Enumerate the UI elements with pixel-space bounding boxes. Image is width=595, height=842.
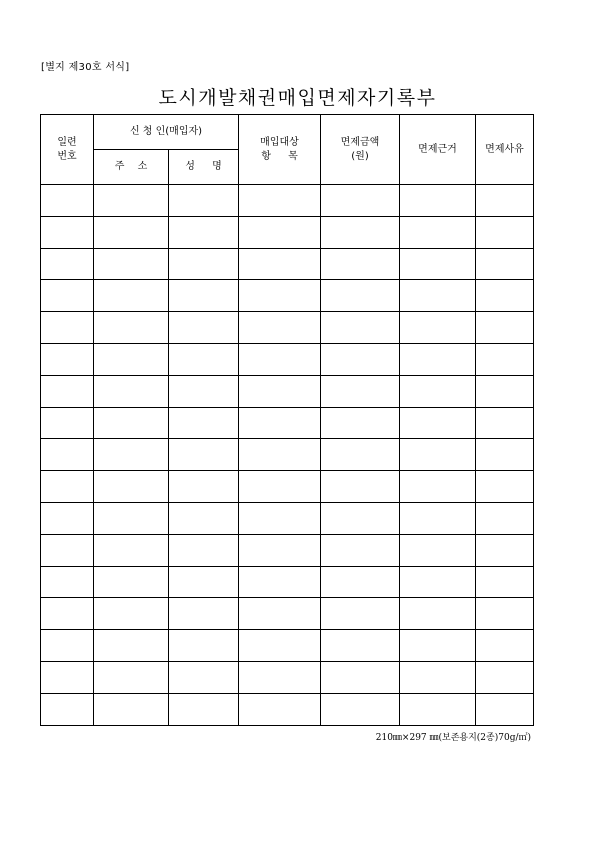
exemption-amount-cell	[321, 661, 400, 693]
exemption-basis-cell	[400, 185, 476, 217]
exemption-amount-header-line2: (원)	[351, 150, 369, 162]
address-cell	[94, 566, 169, 598]
address-cell	[94, 248, 169, 280]
table-row	[41, 343, 534, 375]
exemption-reason-cell	[476, 471, 534, 503]
serial-number-cell	[41, 343, 94, 375]
purchase-item-cell	[239, 598, 321, 630]
exemption-reason-cell	[476, 407, 534, 439]
exemption-basis-cell	[400, 661, 476, 693]
purchase-item-header-line1: 매입대상	[260, 136, 299, 148]
address-cell	[94, 661, 169, 693]
name-cell	[169, 343, 239, 375]
serial-number-cell	[41, 502, 94, 534]
serial-number-cell	[41, 185, 94, 217]
exemption-amount-cell	[321, 566, 400, 598]
purchase-item-header-line2: 항 목	[261, 150, 298, 162]
address-cell	[94, 312, 169, 344]
purchase-item-cell	[239, 471, 321, 503]
exemption-amount-cell	[321, 248, 400, 280]
exemption-reason-header: 면제사유	[476, 115, 534, 185]
serial-number-cell	[41, 248, 94, 280]
name-cell	[169, 534, 239, 566]
purchase-item-cell	[239, 566, 321, 598]
serial-number-cell	[41, 439, 94, 471]
table-row	[41, 248, 534, 280]
name-header: 성 명	[169, 150, 239, 185]
exemption-reason-cell	[476, 248, 534, 280]
exemption-basis-cell	[400, 439, 476, 471]
exemption-reason-cell	[476, 439, 534, 471]
table-row	[41, 693, 534, 725]
serial-number-cell	[41, 661, 94, 693]
name-cell	[169, 375, 239, 407]
address-cell	[94, 693, 169, 725]
table-row	[41, 375, 534, 407]
exemption-basis-cell	[400, 630, 476, 662]
serial-number-cell	[41, 216, 94, 248]
serial-number-cell	[41, 280, 94, 312]
table-row	[41, 407, 534, 439]
exemption-amount-cell	[321, 630, 400, 662]
paper-spec-footnote: 210㎜×297 ㎜(보존용지(2종)70g/㎡)	[375, 733, 531, 743]
exemption-basis-cell	[400, 216, 476, 248]
address-cell	[94, 216, 169, 248]
serial-number-cell	[41, 375, 94, 407]
exemption-amount-cell	[321, 216, 400, 248]
name-cell	[169, 598, 239, 630]
serial-number-cell	[41, 312, 94, 344]
purchase-item-cell	[239, 502, 321, 534]
exemption-amount-cell	[321, 534, 400, 566]
purchase-item-cell	[239, 343, 321, 375]
exemption-reason-cell	[476, 661, 534, 693]
table-row	[41, 471, 534, 503]
serial-number-cell	[41, 630, 94, 662]
exemption-basis-cell	[400, 248, 476, 280]
name-cell	[169, 248, 239, 280]
purchase-item-cell	[239, 185, 321, 217]
exemption-basis-cell	[400, 471, 476, 503]
exemption-reason-cell	[476, 566, 534, 598]
serial-number-header-line1: 일련	[57, 136, 77, 148]
address-cell	[94, 534, 169, 566]
exemption-basis-cell	[400, 280, 476, 312]
applicant-header: 신 청 인(매입자)	[94, 115, 239, 150]
serial-number-cell	[41, 598, 94, 630]
purchase-item-cell	[239, 407, 321, 439]
table-row	[41, 566, 534, 598]
exemption-reason-cell	[476, 534, 534, 566]
exemption-basis-cell	[400, 407, 476, 439]
address-cell	[94, 502, 169, 534]
purchase-item-cell	[239, 375, 321, 407]
exemption-ledger-table	[40, 114, 534, 726]
serial-number-cell	[41, 566, 94, 598]
exemption-reason-cell	[476, 216, 534, 248]
purchase-item-cell	[239, 248, 321, 280]
serial-number-header-line2: 번호	[57, 150, 77, 162]
exemption-reason-cell	[476, 312, 534, 344]
exemption-basis-header: 면제근거	[400, 115, 476, 185]
exemption-amount-cell	[321, 343, 400, 375]
exemption-amount-cell	[321, 598, 400, 630]
exemption-reason-cell	[476, 693, 534, 725]
exemption-basis-cell	[400, 343, 476, 375]
table-row	[41, 661, 534, 693]
form-number: [별지 제30호 서식]	[41, 62, 130, 73]
purchase-item-cell	[239, 630, 321, 662]
name-cell	[169, 471, 239, 503]
name-cell	[169, 630, 239, 662]
exemption-reason-cell	[476, 598, 534, 630]
serial-number-cell	[41, 407, 94, 439]
address-cell	[94, 280, 169, 312]
address-cell	[94, 598, 169, 630]
name-cell	[169, 280, 239, 312]
table-row	[41, 630, 534, 662]
page-title: 도시개발채권매입면제자기록부	[158, 87, 437, 109]
purchase-item-cell	[239, 534, 321, 566]
purchase-item-cell	[239, 661, 321, 693]
name-cell	[169, 439, 239, 471]
exemption-amount-cell	[321, 312, 400, 344]
exemption-reason-cell	[476, 185, 534, 217]
purchase-item-cell	[239, 280, 321, 312]
exemption-basis-cell	[400, 693, 476, 725]
name-cell	[169, 185, 239, 217]
purchase-item-cell	[239, 439, 321, 471]
table-row	[41, 534, 534, 566]
purchase-item-cell	[239, 312, 321, 344]
table-row	[41, 598, 534, 630]
table-row	[41, 280, 534, 312]
exemption-amount-header-line1: 면제금액	[340, 136, 380, 148]
exemption-amount-cell	[321, 471, 400, 503]
exemption-reason-cell	[476, 630, 534, 662]
name-cell	[169, 312, 239, 344]
name-cell	[169, 661, 239, 693]
exemption-amount-cell	[321, 693, 400, 725]
table-row	[41, 312, 534, 344]
exemption-amount-cell	[321, 185, 400, 217]
exemption-amount-cell	[321, 375, 400, 407]
purchase-item-cell	[239, 693, 321, 725]
table-row	[41, 439, 534, 471]
exemption-basis-cell	[400, 566, 476, 598]
exemption-amount-cell	[321, 407, 400, 439]
address-header: 주 소	[94, 150, 169, 185]
name-cell	[169, 216, 239, 248]
table-row	[41, 502, 534, 534]
exemption-basis-cell	[400, 534, 476, 566]
name-cell	[169, 693, 239, 725]
address-cell	[94, 375, 169, 407]
purchase-item-cell	[239, 216, 321, 248]
address-cell	[94, 471, 169, 503]
serial-number-cell	[41, 534, 94, 566]
header-row-1	[41, 115, 534, 150]
exemption-basis-cell	[400, 598, 476, 630]
exemption-basis-cell	[400, 312, 476, 344]
exemption-basis-cell	[400, 502, 476, 534]
serial-number-cell	[41, 693, 94, 725]
table-row	[41, 216, 534, 248]
exemption-reason-cell	[476, 343, 534, 375]
serial-number-header	[41, 115, 94, 185]
address-cell	[94, 343, 169, 375]
table-row	[41, 185, 534, 217]
address-cell	[94, 407, 169, 439]
name-cell	[169, 566, 239, 598]
exemption-reason-cell	[476, 280, 534, 312]
exemption-amount-header	[321, 115, 400, 185]
name-cell	[169, 407, 239, 439]
purchase-item-header	[239, 115, 321, 185]
ledger-body	[41, 185, 534, 726]
name-cell	[169, 502, 239, 534]
exemption-basis-cell	[400, 375, 476, 407]
exemption-amount-cell	[321, 439, 400, 471]
exemption-reason-cell	[476, 375, 534, 407]
exemption-amount-cell	[321, 280, 400, 312]
exemption-amount-cell	[321, 502, 400, 534]
address-cell	[94, 185, 169, 217]
exemption-reason-cell	[476, 502, 534, 534]
address-cell	[94, 630, 169, 662]
serial-number-cell	[41, 471, 94, 503]
address-cell	[94, 439, 169, 471]
